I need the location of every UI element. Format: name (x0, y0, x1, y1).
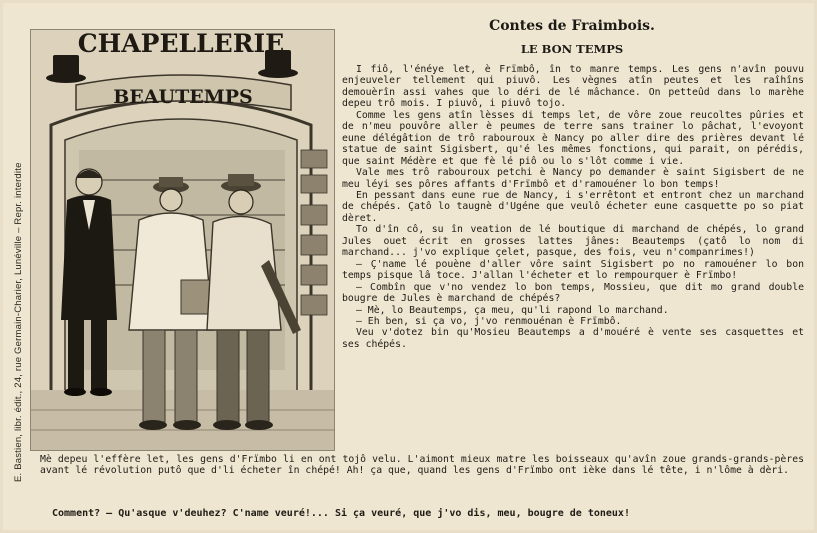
story-paragraph: I fiô, l'énéye let, è Frïmbô, în to manre temps. Les gens n'avîn pouvu enjeuveler tellement qui piuvô. Les vègnes atîn peutes et les raîhîns demouèrîn assi vahes que lo déri de lé mâchance. On petteûd dans lo marèhe depeu trô mois. I piuvô, i piuvô tojo. (342, 64, 804, 110)
closing-line: Comment? — Qu'asque v'deuhez? C'name veuré!... Si ça veuré, que j'vo dis, meu, bougre de toneux! (52, 508, 630, 519)
hat-shop-illustration (30, 29, 335, 451)
story-paragraph: Mè depeu l'effère let, les gens d'Frïmbo li en ont tojô velu. L'aimont mieux matre les boisseaux qu'avîn zoue grands-grands-pères avant lé révolution putô que d'li écheter în chépé! Ah! ça que, quand les gens d'Frïmbo ont ièke dans lé tête, i n'lôme à dèri. (40, 454, 804, 477)
story-body (342, 64, 804, 350)
story-paragraph: — Mè, lo Beautemps, ça meu, qu'li rapond lo marchand. (356, 304, 669, 316)
story-title: LE BON TEMPS (520, 42, 624, 56)
story-paragraph: — Combîn que v'no vendez lo bon temps, Mossieu, que dit mo grand double bougre de Jules è marchand de chépés? (342, 281, 804, 305)
story-paragraph: — Ç'name lé pouène d'aller vôre saint Sigisbert po no ramouéner lo bon temps pisque lâ toce. J'allan l'écheter et lo rempourquer è Frïmbo! (342, 258, 804, 282)
story-paragraph: Veu v'dotez bin qu'Mosieu Beautemps a d'mouéré è vente ses casquettes et ses chépés. (342, 327, 804, 350)
side-imprint (13, 72, 29, 482)
publisher-imprint-text: E. Bastien, libr. édit., 24, rue Germain-Charier, Lunéville – Repr. interdite (13, 162, 24, 482)
engraving-drawing (31, 30, 334, 450)
story-paragraph: To d'în cô, su în veation de lé boutique di marchand de chépés, lo grand Jules ouet écrit en grosses lattes jânes: Beautemps (çatô lo nom di marchand... j'vo explique çelet, pasque, des fois, veu n'companrimes!) (342, 224, 804, 259)
story-body-fullwidth (40, 454, 804, 477)
shop-sign-lower: BEAUTEMPS (113, 86, 253, 108)
story-paragraph: En pessant dans eune rue de Nancy, i s'errêtont et entront chez un marchand de chépés. Çatô lo taugnè d'Ugéne que veulô écheter eune casquette po so piat dèret. (342, 189, 804, 224)
story-paragraph: — Eh ben, si ça vo, j'vo renmouénan è Frïmbô. (356, 315, 622, 327)
story-paragraph: Vale mes trô rabouroux petchi è Nancy po demander è saint Sigisbert de ne meu léyi ses pôres affants d'Frïmbô et d'ramouéner lo bon temps! (342, 167, 804, 190)
shop-sign-upper: CHAPELLERIE (77, 30, 285, 58)
series-title: Contes de Fraimbois. (489, 18, 655, 34)
story-paragraph: Comme les gens atîn lèsses di temps let, de vôre zoue reucoltes pûries et de n'meu pouvôre aller è peumes de terre sans trainer lo pâchat, l'evoyont eune délégâtion de trô rabouroux è Nancy po aller dire des prières devant lé statue de saint Sigisbert, qu'é les mêmes fonctions, qui parait, on pérédis, que saint Médère et que fè lé piô ou lo s'lôt comme i vie. (342, 109, 804, 167)
